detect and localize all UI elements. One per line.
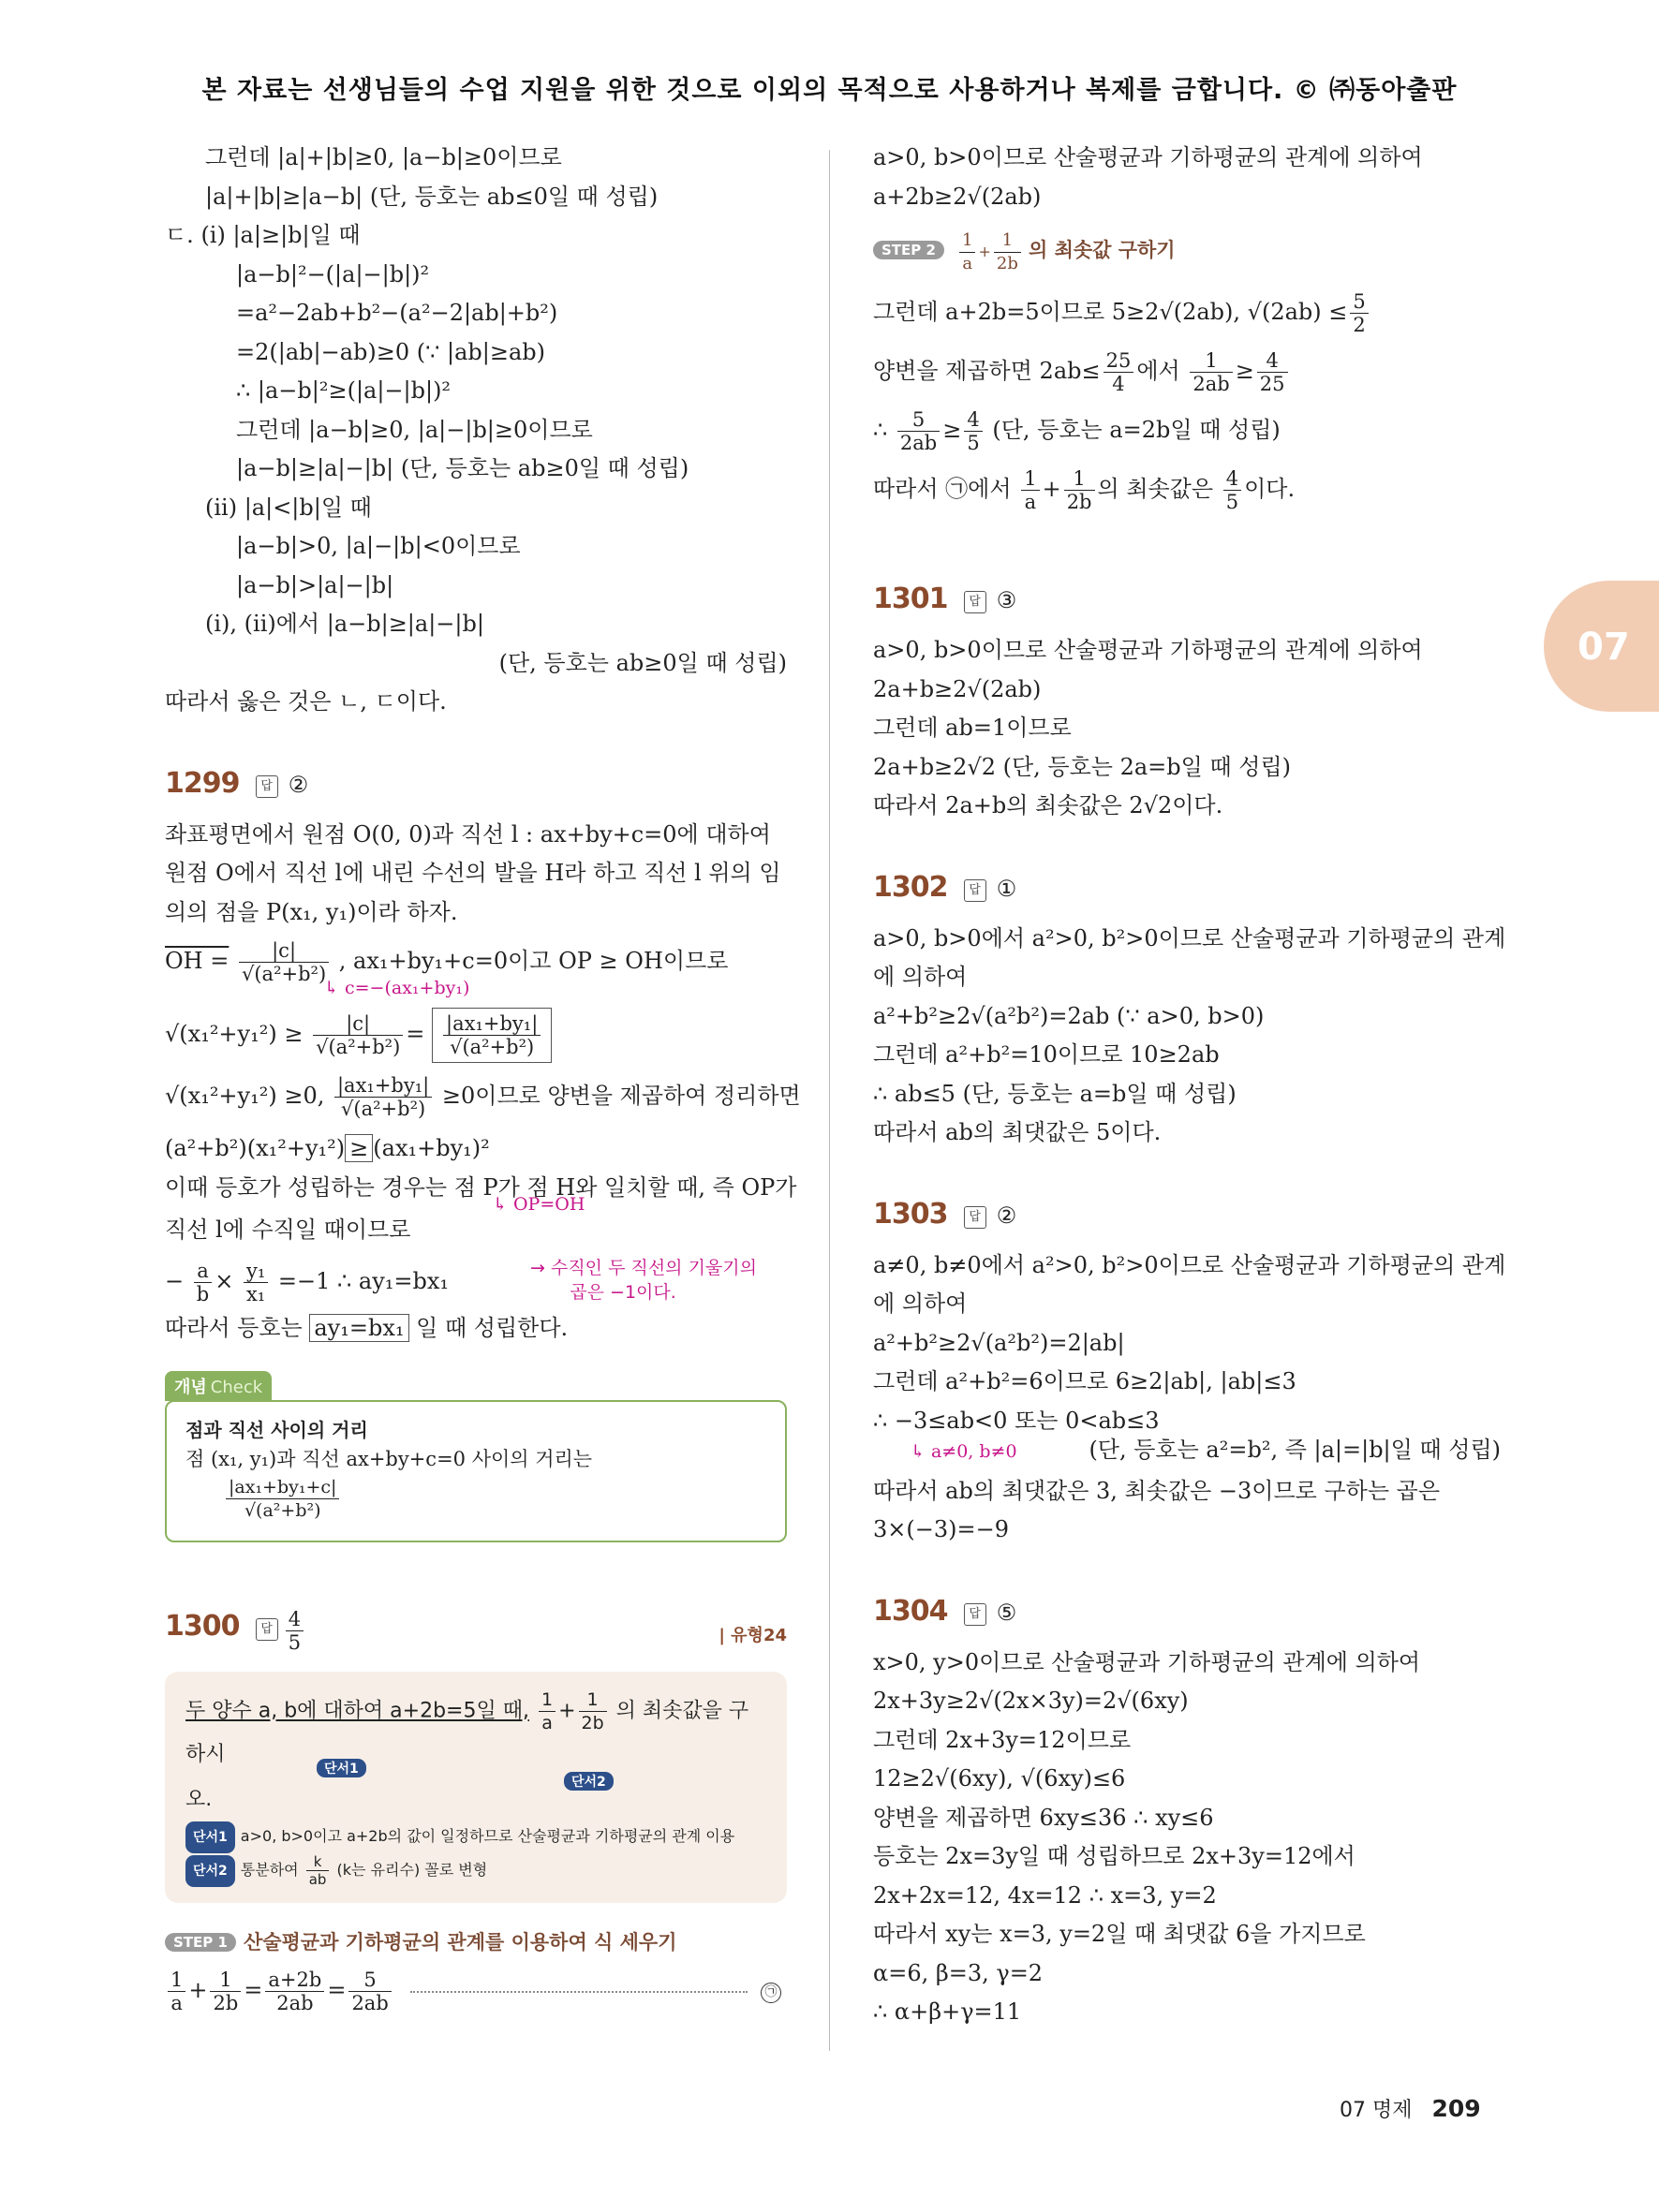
text-line: 2x+3y≥2√(2x×3y)=2√(6xy) [873,1688,1189,1714]
conclusion: 따라서 등호는 ay₁=bx₁ 일 때 성립한다. [165,1314,569,1341]
text-line: a>0, b>0이므로 산술평균과 기하평균의 관계에 의하여 [873,637,1423,663]
answer-icon: 답 [964,1206,986,1229]
text-line: |a−b|≥|a|−|b| (단, 등호는 ab≥0일 때 성립) [236,455,689,481]
text-line: |a−b|>0, |a|−|b|<0이므로 [236,533,521,559]
formula-square: √(x₁²+y₁²) ≥0, $\frac{\text{|ax₁+by₁|}}{\text{√(a²+b²)}}$ ≥0이므로 양변을 제곱하여 정리하면 [165,1074,801,1120]
text-line: a²+b²≥2√(a²b²)=2|ab| [873,1329,1125,1356]
text-line: 그런데 a²+b²=10이므로 10≥2ab [873,1041,1220,1068]
text-line: 원점 O에서 직선 l에 내린 수선의 발을 H라 하고 직선 l 위의 임 [165,860,781,886]
text-line: a>0, b>0에서 a²>0, b²>0이므로 산술평균과 기하평균의 관계 [873,924,1506,951]
hint-box [165,1672,787,1903]
marker-circle: ㉠ [761,1983,781,2003]
text-line: 그런데 |a−b|≥0, |a|−|b|≥0이므로 [236,416,593,443]
text-line: 2x+2x=12, 4x=12 ∴ x=3, y=2 [873,1881,1217,1909]
text-line: (ii) |a|<|b|일 때 [205,494,372,521]
answer-value: $\frac{4}{5}$ [286,1608,304,1654]
step2-heading: STEP 2 $\frac{1}{a}$ + $\frac{1}{2b}$ 의 최솟값 구하기 [873,229,1501,275]
answer-icon: 답 [256,1618,278,1641]
text-line: 따라서 ab의 최댓값은 5이다. [873,1119,1162,1145]
footer-chapter: 07 명제 [1340,2099,1413,2122]
text-line: 이때 등호가 성립하는 경우는 점 P가 점 H와 일치할 때, 즉 OP가 [165,1173,797,1201]
text-line: 따라서 ab의 최댓값은 3, 최솟값은 −3이므로 구하는 곱은 [873,1477,1441,1504]
hint-line: 단서2 통분하여 $\frac{k}{ab}$ (k는 유리수) 꼴로 변형 [185,1853,766,1888]
text-line: |a|+|b|≥|a−b| (단, 등호는 ab≤0일 때 성립) [205,183,659,210]
problem-number: 1299 [165,766,240,800]
text-line: ㄷ. (i) |a|≥|b|일 때 [165,222,361,248]
annotation: ↳ OP=OH [493,1194,585,1215]
text-line: 그런데 2x+3y=12이므로 [873,1726,1132,1753]
concept-title: 점과 직선 사이의 거리 [185,1419,368,1441]
text-line: 그런데 |a|+|b|≥0, |a−b|≥0이므로 [205,144,562,170]
hint-line: 단서1 a>0, b>0이고 a+2b의 값이 일정하므로 산술평균과 기하평균의 관계 이용 [185,1821,766,1853]
math-line: ∴ $\frac{5}{2ab}$ ≥ $\frac{4}{5}$ (단, 등호는 a=2b일 때 성립) [873,408,1281,454]
math-line: 그런데 a+2b=5이므로 5≥2√(2ab), √(2ab) ≤ $\frac{5}{2}$ [873,290,1501,336]
problem-header-1301 [873,575,1501,627]
text-line: 양변을 제곱하면 6xy≤36 ∴ xy≤6 [873,1804,1214,1831]
text-line: 따라서 2a+b의 최솟값은 2√2이다. [873,792,1223,818]
text-line: ∴ |a−b|²≥(|a|−|b|)² [236,377,452,404]
step1-heading: STEP 1 산술평균과 기하평균의 관계를 이용하여 식 세우기 [165,1927,787,1955]
column-divider [829,150,830,2051]
hint-tag: 단서1 [317,1759,366,1777]
text-line: 에 의하여 [873,964,968,990]
concept-formula: $\frac{\text{|ax₁+by₁+c|}}{\text{√(a²+b²)}}$ [185,1476,766,1522]
text-line: 12≥2√(6xy), √(6xy)≤6 [873,1765,1126,1792]
answer-value: ③ [996,587,1017,613]
page-footer [1340,2094,1481,2123]
math-line: 양변을 제곱하면 2ab≤ $\frac{25}{4}$ 에서 $\frac{1}{2ab}$ ≥ $\frac{4}{25}$ [873,349,1501,395]
problem-header-1303 [873,1190,1501,1243]
annotation: ↳ a≠0, b≠0 [911,1441,1017,1462]
formula-oh: OH = $\frac{|c|}{\text{√(a²+b²)}}$ , ax₁+by₁+c=0이고 OP ≥ OH이므로 [165,939,729,985]
hint-tag: 단서2 [564,1772,614,1791]
blank-box: ≥ [345,1134,373,1162]
problem-header-1299 [165,759,787,812]
text-line: (i), (ii)에서 |a−b|≥|a|−|b| [205,611,484,637]
text-line: ∴ −3≤ab<0 또는 0<ab≤3 [873,1407,1160,1434]
text-line: a≠0, b≠0에서 a²>0, b²>0이므로 산술평균과 기하평균의 관계 [873,1251,1506,1278]
text-line: =2(|ab|−ab)≥0 (∵ |ab|≥ab) [236,338,545,365]
question-end: 오. [185,1788,213,1811]
text-line: a²+b²≥2√(a²b²)=2ab (∵ a>0, b>0) [873,1002,1265,1029]
text-line: 직선 l에 수직일 때이므로 [165,1217,411,1243]
text-line: 그런데 ab=1이므로 [873,715,1072,741]
text-line: 에 의하여 [873,1290,968,1317]
problem-number: 1304 [873,1594,948,1628]
text-line: 3×(−3)=−9 [873,1516,1009,1542]
annotation: → 수직인 두 직선의 기울기의 곱은 −1이다. [530,1257,757,1303]
page-number: 209 [1431,2095,1481,2122]
text-line: 따라서 옳은 것은 ㄴ, ㄷ이다. [165,688,447,715]
text-line: x>0, y>0이므로 산술평균과 기하평균의 관계에 의하여 [873,1648,1421,1675]
concept-line: 점 (x₁, y₁)과 직선 ax+by+c=0 사이의 거리는 [185,1448,593,1470]
concept-check-box [165,1378,787,1542]
answer-icon: 답 [964,879,986,902]
copyright-header: 본 자료는 선생님들의 수업 지원을 위한 것으로 이외의 목적으로 사용하거나 복제를 금합니다. © ㈜동아출판 [201,76,1458,105]
answer-icon: 답 [256,775,278,798]
text-line: 등호는 2x=3y일 때 성립하므로 2x+3y=12에서 [873,1843,1355,1869]
left-column [165,139,801,2014]
formula-distance: √(x₁²+y₁²) ≥ $\frac{|c|}{\text{√(a²+b²)}}$ = $\frac{\text{|ax₁+by₁|}}{\text{√(a²+b²)}}$ [165,1008,787,1063]
condition-line: ↳ a≠0, b≠0 (단, 등호는 a²=b², 즉 |a|=|b|일 때 성립) [873,1431,1501,1472]
text-line: 그런데 a²+b²=6이므로 6≥2|ab|, |ab|≤3 [873,1368,1296,1394]
text-line: =a²−2ab+b²−(a²−2|ab|+b²) [236,300,558,326]
question: 두 양수 a, b에 대하여 a+2b=5일 때, $\frac{1}{a}$ + $\frac{1}{2b}$ 의 최솟값을 구하시 [185,1689,749,1766]
text-line: a>0, b>0이므로 산술평균과 기하평균의 관계에 의하여 [873,144,1423,170]
text-line: 2a+b≥2√(2ab) [873,675,1042,702]
right-column [873,139,1506,2032]
answer-value: ② [288,771,309,798]
concept-tab: 개념 Check [165,1371,272,1401]
answer-value: ② [996,1202,1017,1229]
cauchy-inequality: (a²+b²)(x₁²+y₁²) ≥ (ax₁+by₁)² [165,1135,490,1161]
text-line: ∴ ab≤5 (단, 등호는 a=b일 때 성립) [873,1080,1237,1107]
text-line: 2a+b≥2√2 (단, 등호는 2a=b일 때 성립) [873,753,1292,780]
text-line: |a−b|>|a|−|b| [236,571,394,598]
chapter-tab[interactable]: 07 [1544,581,1659,712]
text-line: 따라서 xy는 x=3, y=2일 때 최댓값 6을 가지므로 [873,1921,1366,1947]
answer-icon: 답 [964,591,986,613]
answer-value: ① [996,875,1017,902]
answer-value: ⑤ [996,1599,1017,1626]
leader-dots [410,1991,748,1993]
problem-header-1304 [873,1587,1501,1640]
text-line: a+2b≥2√(2ab) [873,183,1042,210]
problem-number: 1301 [873,582,948,615]
text-line: ∴ α+β+γ=11 [873,1998,1022,2025]
text-line: (단, 등호는 ab≥0일 때 성립) [498,649,787,676]
fraction: $\frac{|c|}{\text{√(a²+b²)}}$ [239,939,329,985]
text-line: α=6, β=3, γ=2 [873,1959,1044,1986]
slope-equation: − $\frac{a}{b}$ × $\frac{\text{y₁}}{\text{x₁}}$ =−1 ∴ ay₁=bx₁ → 수직인 두 직선의 기울기의 곱은 −1이다. [165,1257,757,1305]
problem-number: 1303 [873,1197,948,1231]
step1-equation: $\frac{1}{a}$ + $\frac{1}{2b}$ = $\frac{a+2b}{2ab}$ = $\frac{5}{2ab}$ ㉠ [165,1969,787,2014]
math-line: 따라서 ㉠에서 $\frac{1}{a}$ + $\frac{1}{2b}$ 의 최솟값은 $\frac{4}{5}$ 이다. [873,467,1296,513]
text-line: |a−b|²−(|a|−|b|)² [236,260,430,288]
text-line: 좌표평면에서 원점 O(0, 0)과 직선 l : ax+by+c=0에 대하여 [165,820,771,848]
problem-header-1302 [873,863,1501,916]
problem-number: 1300 [165,1610,240,1643]
problem-header-1300 [165,1602,787,1655]
answer-icon: 답 [964,1603,986,1626]
annotation: ↳ c=−(ax₁+by₁) [324,978,470,998]
problem-number: 1302 [873,870,948,904]
type-label: | 유형24 [718,1626,787,1645]
text-line: 의의 점을 P(x₁, y₁)이라 하자. [165,898,458,925]
